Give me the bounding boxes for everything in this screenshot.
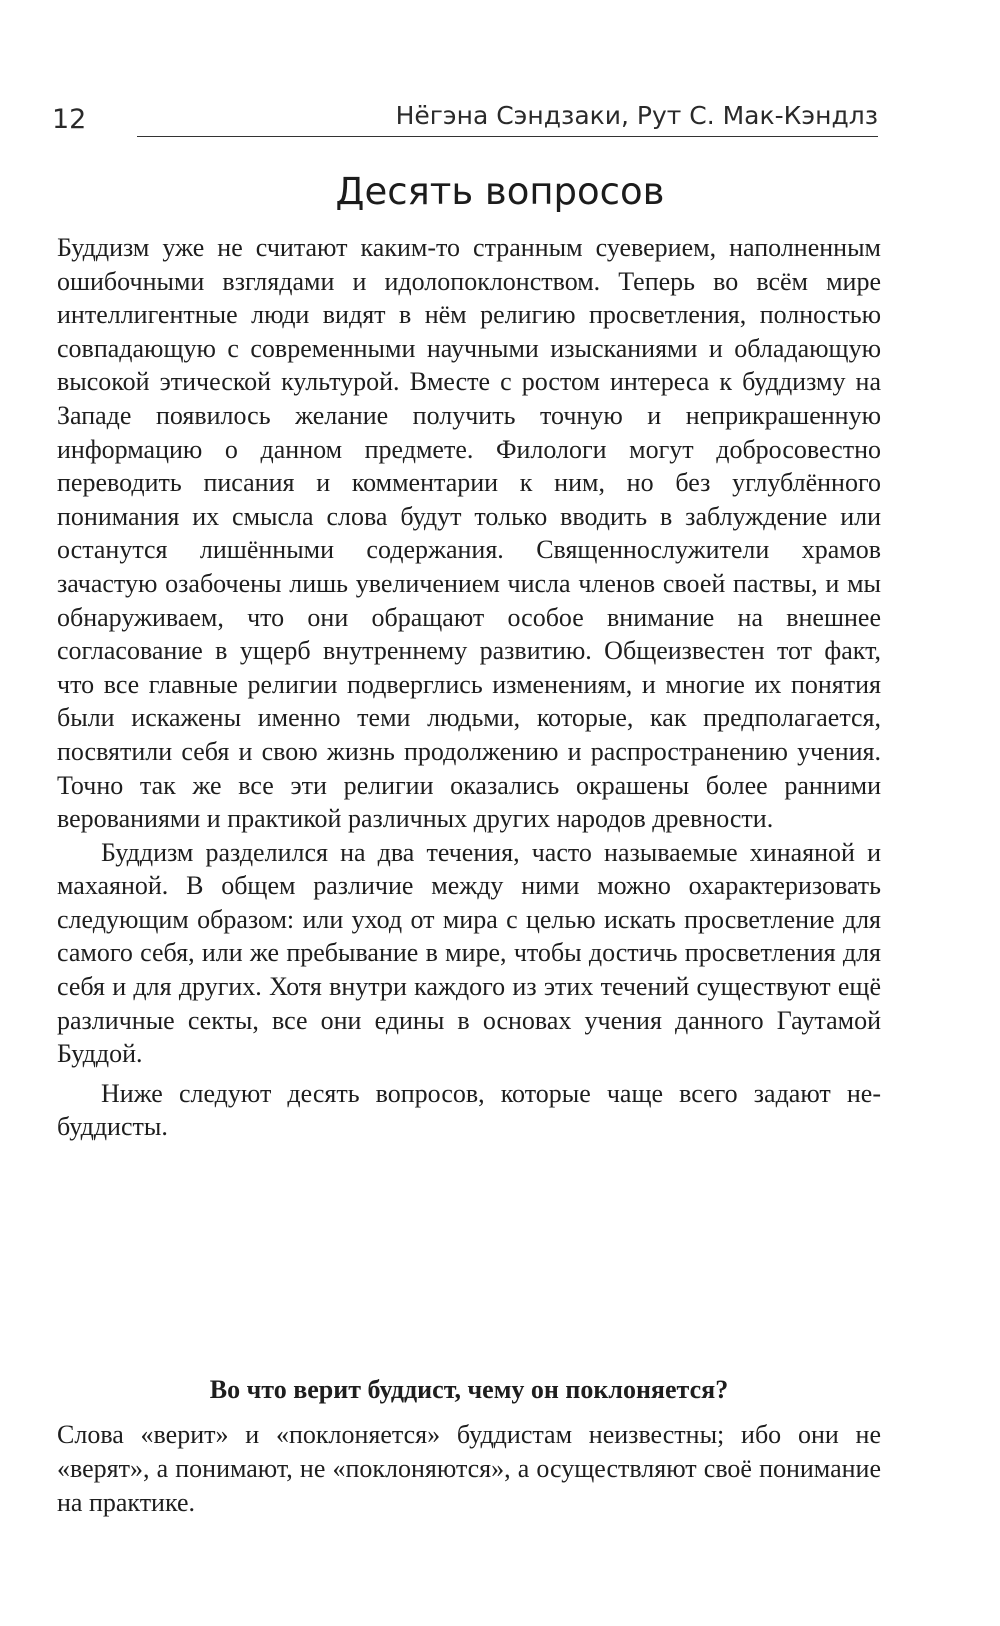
paragraph-2: Буддизм разделился на два течения, часто называемые хинаяной и махаяной. В общем различие между ними можно охарактеризовать следующим образом: или уход от мира с целью искать просветление для самого себя, или же пребывание в мире, чтобы достичь просветления для себя и для других. Хотя внутри каждого из этих течений существуют ещё различные секты, все они едины в основах учения данного Гаутамой Буддой. [57,837,881,1069]
running-head: Нёгэна Сэндзаки, Рут С. Мак-Кэндлз [395,101,878,130]
section-heading: Во что верит буддист, чему он поклоняется? [209,1375,729,1404]
body-text [57,231,881,1144]
paragraph-3: Ниже следуют десять вопросов, которые чаще всего задают не-буддисты. [57,1078,881,1142]
chapter-title: Десять вопросов [335,170,665,213]
section-answer: Слова «верит» и «поклоняется» буддистам неизвестны; ибо они не «верят», а понимают, не «поклоняются», а осуществляют своё понимание на практике. [57,1420,881,1517]
page-number: 12 [52,104,87,135]
paragraph-1: Буддизм уже не считают каким-то странным суеверием, наполненным ошибочными взглядами и идолопоклонством. Теперь во всём мире интеллигентные люди видят в нём религию просветления, полностью совпадающую с современными научными изысканиями и обладающую высокой этической культурой. Вместе с ростом интереса к буддизму на Западе появилось желание получить точную и неприкрашенную информацию о данном предмете. Филологи могут добросовестно переводить писания и комментарии к ним, но без углублённого понимания их смысла слова будут только вводить в заблуждение или останутся лишёнными содержания. Священнослужители храмов зачастую озабочены лишь увеличением числа членов своей паствы, и мы обнаруживаем, что они обращают особое внимание на внешнее согласование в ущерб внутреннему развитию. Общеизвестен тот факт, что все главные религии подверглись изменениям, и многие их понятия были искажены именно теми людьми, которые, как предполагается, посвятили себя и свою жизнь продолжению и распространению учения. Точно так же все эти религии оказались окрашены более ранними верованиями и практикой различных других народов древности. [57,233,881,834]
header-rule [137,136,878,137]
